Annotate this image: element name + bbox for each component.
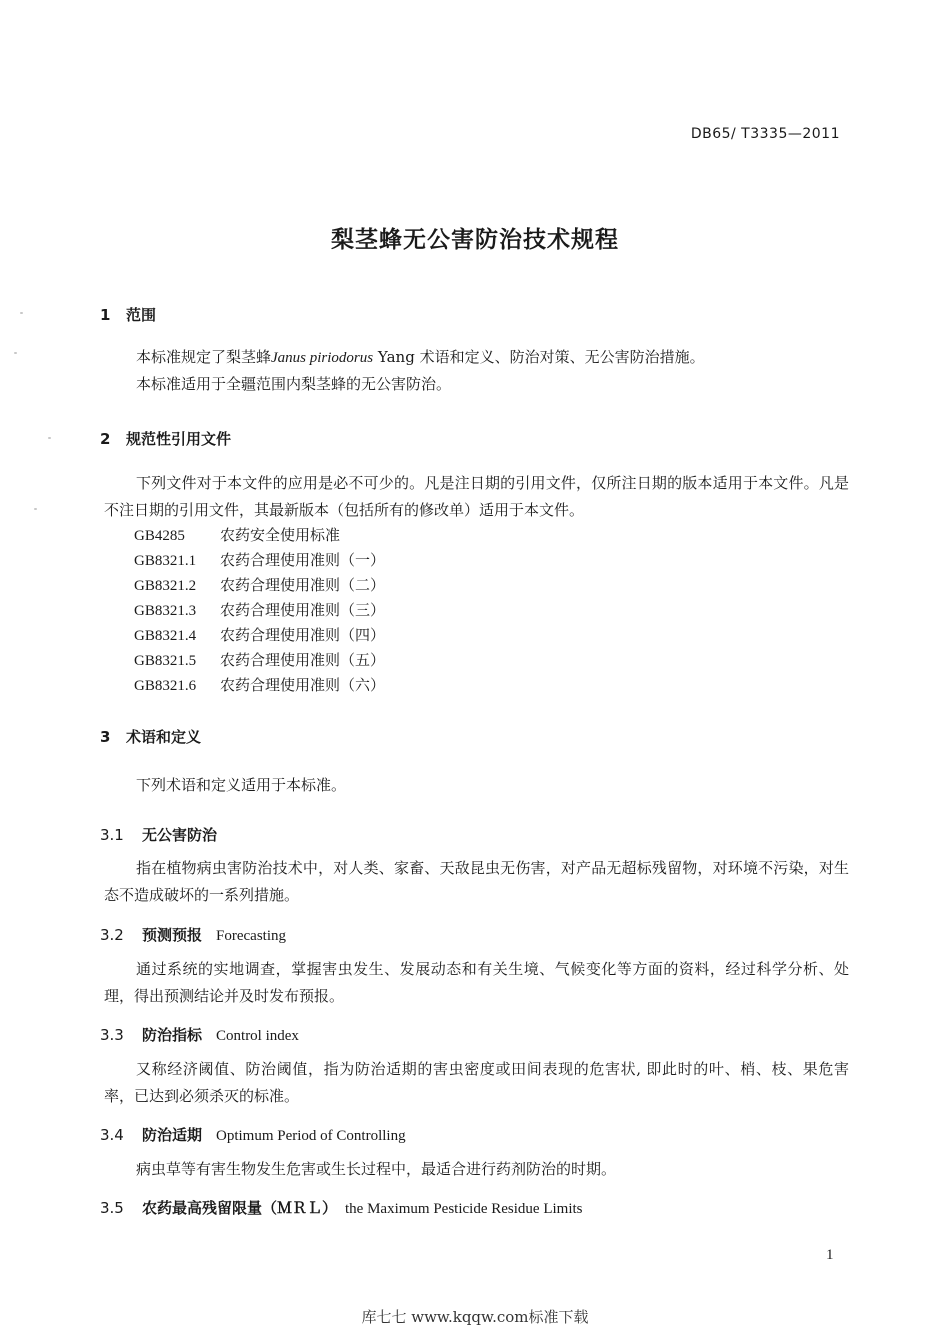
section-1-heading xyxy=(100,304,156,325)
reference-code: GB8321.4 xyxy=(134,628,197,644)
section-2-heading xyxy=(100,428,231,449)
section-number: 3 xyxy=(100,728,111,746)
term-english: Forecasting xyxy=(216,928,286,944)
reference-code: GB8321.3 xyxy=(134,603,197,619)
scope-paragraph-1 xyxy=(136,345,705,371)
term-definition: 通过系统的实地调查，掌握害虫发生、发展动态和有关生境、气候变化等方面的资料，经过科学分析、处理，得出预测结论并及时发布预报。 xyxy=(104,960,849,1005)
term-heading xyxy=(100,1124,406,1145)
term-label: 预测预报 xyxy=(142,926,203,944)
document-id: DB65/ T3335—2011 xyxy=(690,126,840,142)
section-number: 1 xyxy=(100,306,111,324)
reference-item xyxy=(134,599,385,620)
term-number: 3.1 xyxy=(100,826,124,844)
term-label: 无公害防治 xyxy=(142,826,218,844)
section-number: 2 xyxy=(100,430,111,448)
term-english: Control index xyxy=(216,1028,299,1044)
section-3-heading xyxy=(100,726,201,747)
term-heading xyxy=(100,924,286,945)
scan-speck xyxy=(14,352,17,354)
reference-title: 农药合理使用准则（五） xyxy=(220,651,386,669)
page-number: 1 xyxy=(826,1247,834,1263)
scope-text-cont: Yang 术语和定义、防治对策、无公害防治措施。 xyxy=(373,348,705,366)
scope-text: 本标准规定了梨茎蜂 xyxy=(136,348,272,366)
section-title: 范围 xyxy=(126,306,157,324)
reference-title: 农药安全使用标准 xyxy=(220,526,341,544)
term-heading xyxy=(100,1197,583,1218)
reference-item xyxy=(134,549,385,570)
term-number: 3.4 xyxy=(100,1126,124,1144)
term-number: 3.2 xyxy=(100,926,124,944)
reference-item xyxy=(134,649,385,670)
reference-title: 农药合理使用准则（三） xyxy=(220,601,386,619)
term-label: 防治适期 xyxy=(142,1126,203,1144)
reference-title: 农药合理使用准则（四） xyxy=(220,626,386,644)
scan-speck xyxy=(48,437,51,439)
scan-speck xyxy=(34,508,37,510)
reference-item xyxy=(134,674,385,695)
term-definition: 病虫草等有害生物发生危害或生长过程中，最适合进行药剂防治的时期。 xyxy=(136,1160,617,1178)
scope-paragraph-2: 本标准适用于全疆范围内梨茎蜂的无公害防治。 xyxy=(136,375,452,393)
reference-item xyxy=(134,624,385,645)
reference-code: GB4285 xyxy=(134,528,185,544)
footer-watermark: 库七七 www.kqqw.com标准下载 xyxy=(361,1308,589,1326)
term-heading xyxy=(100,1024,299,1045)
term-english: the Maximum Pesticide Residue Limits xyxy=(345,1201,583,1217)
term-label: 农药最高残留限量（ＭＲＬ） xyxy=(142,1199,338,1217)
reference-title: 农药合理使用准则（二） xyxy=(220,576,386,594)
section-title: 术语和定义 xyxy=(126,728,202,746)
term-english: Optimum Period of Controlling xyxy=(216,1128,406,1144)
reference-code: GB8321.2 xyxy=(134,578,197,594)
term-heading xyxy=(100,824,231,845)
page-title: 梨茎蜂无公害防治技术规程 xyxy=(331,227,619,253)
reference-code: GB8321.6 xyxy=(134,678,197,694)
terms-intro: 下列术语和定义适用于本标准。 xyxy=(136,776,347,794)
reference-item xyxy=(134,574,385,595)
reference-title: 农药合理使用准则（一） xyxy=(220,551,386,569)
reference-code: GB8321.5 xyxy=(134,653,197,669)
reference-item xyxy=(134,524,340,545)
term-number: 3.3 xyxy=(100,1026,124,1044)
section-title: 规范性引用文件 xyxy=(126,430,232,448)
reference-code: GB8321.1 xyxy=(134,553,197,569)
term-definition: 又称经济阈值、防治阈值，指为防治适期的害虫密度或田间表现的危害状, 即此时的叶、梢、枝、果危害率，已达到必须杀灭的标准。 xyxy=(104,1060,849,1105)
scientific-name: Janus piriodorus xyxy=(271,350,374,366)
scan-speck xyxy=(20,312,23,314)
reference-title: 农药合理使用准则（六） xyxy=(220,676,386,694)
term-label: 防治指标 xyxy=(142,1026,203,1044)
term-definition: 指在植物病虫害防治技术中，对人类、家畜、天敌昆虫无伤害，对产品无超标残留物，对环境不污染，对生态不造成破坏的一系列措施。 xyxy=(104,859,849,904)
normative-references-intro: 下列文件对于本文件的应用是必不可少的。凡是注日期的引用文件，仅所注日期的版本适用于本文件。凡是不注日期的引用文件，其最新版本（包括所有的修改单）适用于本文件。 xyxy=(104,474,849,519)
term-number: 3.5 xyxy=(100,1199,124,1217)
